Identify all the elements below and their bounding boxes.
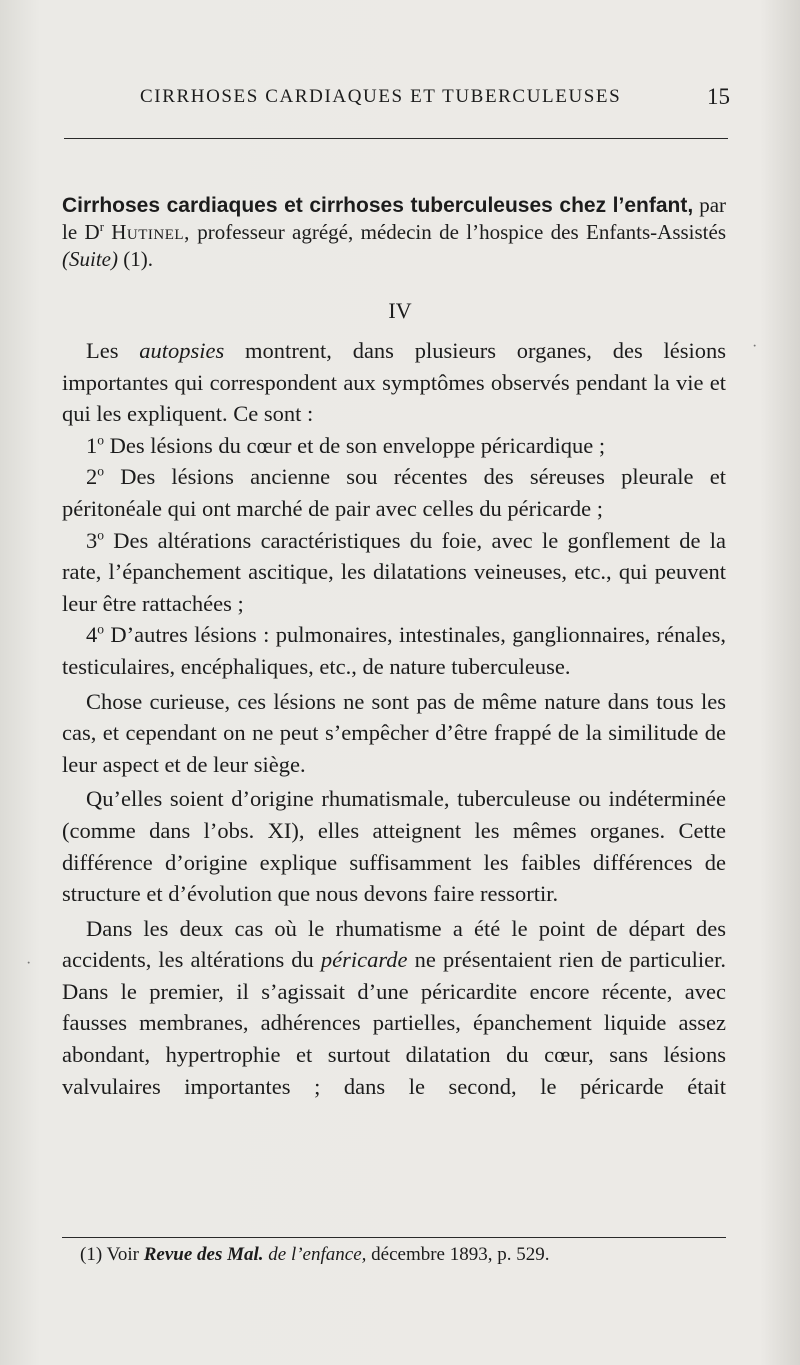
running-head	[140, 86, 730, 116]
paragraph-autopsies: Les autopsies montrent, dans plusieurs organes, des lésions importantes qui correspondent aux symptômes observés pendant la vie et qui les expliquent. Ce sont :	[62, 338, 726, 427]
list-item-3: 3$^o$ Des altérations caractéristiques du foie, avec le gonflement de la rate, l’épanchement ascitique, les dilatations veineuses, etc., qui peuvent leur être rattachées ;	[62, 527, 726, 616]
margin-speck: ·	[26, 955, 32, 972]
list-item-2: 2$^o$ Des lésions ancienne sou récentes des séreuses pleurale et péritonéale qui ont marché de pair avec celles du péricarde ;	[62, 463, 726, 521]
running-head-title: CIRRHOSES CARDIAQUES ET TUBERCULEUSES	[140, 86, 622, 107]
list-item-1: 1$^o$ Des lésions du cœur et de son enveloppe péricardique ;	[86, 432, 606, 458]
article-title: Cirrhoses cardiaques et cirrhoses tuberculeuses chez l’enfant,	[62, 194, 694, 217]
footnote-rule	[62, 1237, 726, 1238]
paragraph-rhumatisme: Dans les deux cas où le rhumatisme a été le point de départ des accidents, les altérations du péricarde ne présentaient rien de particulier. Dans le premier, il s’agissait d’une péricardite encore récente, avec fausses membranes, adhérences partielles, épanchement liquide assez abondant, hypertrophie et surtout dilatation du cœur, sans lésions valvulaires importantes ; dans le second, le péricarde était	[62, 915, 726, 1099]
footnote-marker: (1)	[80, 1244, 103, 1265]
author-title-sup: r	[99, 220, 104, 234]
paragraph-origine: Qu’elles soient d’origine rhumatismale, tuberculeuse ou indéterminée (comme dans l’obs. XI), elles atteignent les mêmes organes. Cette différence d’origine explique suffisamment les faibles différences de structure et d’évolution que nous devons faire ressortir.	[62, 786, 726, 907]
footnote-date: décembre 1893, p. 529.	[371, 1244, 550, 1265]
list-item-4: 4$^o$ D’autres lésions : pulmonaires, intestinales, ganglionnaires, rénales, testiculaires, encéphaliques, etc., de nature tuberculeuse.	[62, 621, 726, 679]
body-paragraphs	[62, 335, 726, 1102]
footnote	[80, 1244, 726, 1266]
footnote-reference: (1).	[123, 247, 153, 271]
paragraph-chose-curieuse: Chose curieuse, ces lésions ne sont pas de même nature dans tous les cas, et cependant on ne peut s’empêcher d’être frappé de la similitude de leur aspect et de leur siège.	[62, 688, 726, 777]
suite-label: (Suite)	[62, 247, 118, 271]
page-number: 15	[707, 84, 730, 109]
footnote-journal: Revue des Mal. de l’enfance,	[143, 1244, 367, 1265]
author-prefix: par le D	[62, 193, 727, 244]
author-affiliation: professeur agrégé, médecin de l’hospice des Enfants-Assistés	[197, 220, 726, 244]
section-number: IV	[388, 298, 412, 323]
footnote-pre: Voir	[106, 1244, 139, 1265]
margin-speck: ·	[752, 338, 758, 355]
article-heading	[62, 192, 726, 273]
author-name: Hutinel,	[111, 220, 190, 244]
header-rule	[64, 138, 728, 139]
